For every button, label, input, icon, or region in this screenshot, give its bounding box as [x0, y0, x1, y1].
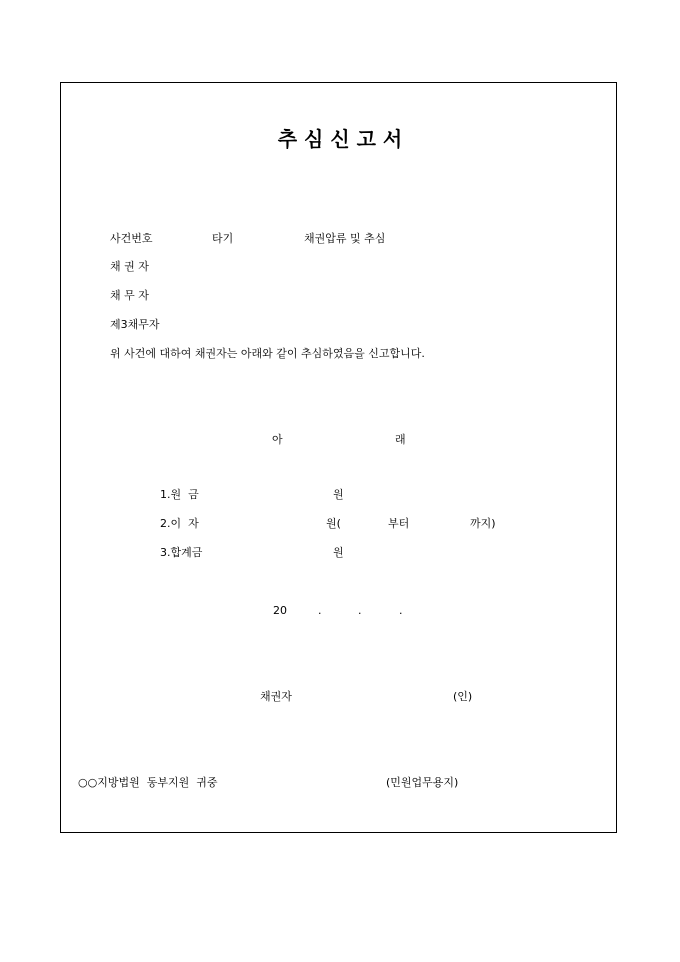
below-left: 아 [272, 433, 283, 446]
principal-unit: 원 [333, 488, 344, 501]
document-frame [60, 82, 617, 833]
form-note: (민원업무용지) [386, 776, 459, 789]
case-court-code: 타기 [212, 232, 234, 245]
creditor-label: 채 권 자 [110, 260, 149, 273]
court-addressee: ○○지방법원 동부지원 귀중 [78, 776, 218, 789]
date-dot-month: . [318, 604, 322, 617]
document-title: 추 심 신 고 서 [277, 127, 403, 151]
below-right: 래 [395, 433, 406, 446]
interest-to: 까지) [470, 517, 496, 530]
seal-mark: (인) [453, 690, 473, 703]
case-number-label: 사건번호 [110, 232, 153, 245]
interest-from: 부터 [388, 517, 410, 530]
interest-label: 2.이 자 [160, 517, 199, 530]
case-type: 채권압류 및 추심 [304, 232, 386, 245]
statement-text: 위 사건에 대하여 채권자는 아래와 같이 추심하였음을 신고합니다. [110, 347, 425, 360]
total-unit: 원 [333, 546, 344, 559]
date-dot-end: . [399, 604, 403, 617]
debtor-label: 채 무 자 [110, 289, 149, 302]
date-year: 20 [273, 604, 287, 617]
total-label: 3.합계금 [160, 546, 203, 559]
third-debtor-label: 제3채무자 [110, 318, 160, 331]
principal-label: 1.원 금 [160, 488, 199, 501]
signature-label: 채권자 [260, 690, 292, 703]
date-dot-day: . [358, 604, 362, 617]
interest-unit: 원( [326, 517, 341, 530]
